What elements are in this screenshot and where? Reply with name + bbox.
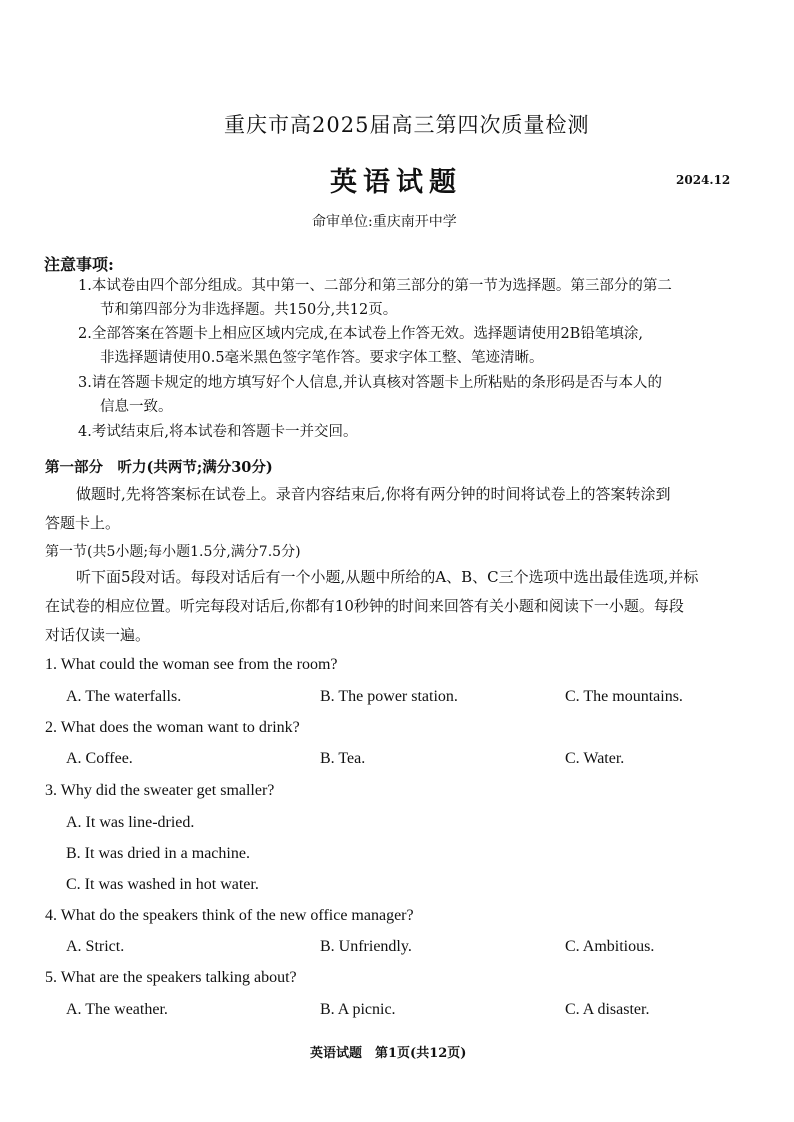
section1-heading: 第一节(共5小题;每小题1.5分,满分7.5分) [45, 544, 301, 560]
question-1: 1. What could the woman see from the room? [45, 656, 338, 673]
notice-heading: 注意事项: [44, 255, 114, 274]
question-3-option-a: A. It was line-dried. [66, 814, 195, 831]
part1-intro-line-1: 做题时,先将答案标在试卷上。录音内容结束后,你将有两分钟的时间将试卷上的答案转涂到 [76, 485, 671, 503]
question-4-option-c: C. Ambitious. [565, 938, 655, 955]
question-2-option-a: A. Coffee. [66, 750, 133, 767]
question-5-option-c: C. A disaster. [565, 1001, 650, 1018]
question-4: 4. What do the speakers think of the new office manager? [45, 907, 414, 924]
exam-date: 2024.12 [676, 173, 731, 187]
question-3-option-b: B. It was dried in a machine. [66, 845, 250, 862]
question-2: 2. What does the woman want to drink? [45, 719, 300, 736]
notice-item-1-line-1: 1.本试卷由四个部分组成。其中第一、二部分和第三部分的第一节为选择题。第三部分的第二 [78, 278, 672, 294]
question-3-option-c: C. It was washed in hot water. [66, 876, 259, 893]
question-3: 3. Why did the sweater get smaller? [45, 782, 275, 799]
part1-heading: 第一部分 听力(共两节;满分30分) [45, 459, 273, 476]
question-2-option-b: B. Tea. [320, 750, 366, 767]
notice-item-3-line-1: 3.请在答题卡规定的地方填写好个人信息,并认真核对答题卡上所粘贴的条形码是否与本人的 [78, 375, 662, 391]
subject-title: 英语试题 [330, 167, 462, 198]
section1-instructions-line-3: 对话仅读一遍。 [45, 626, 151, 644]
part1-intro-line-2: 答题卡上。 [45, 514, 121, 532]
question-5: 5. What are the speakers talking about? [45, 969, 297, 986]
setting-unit: 命审单位:重庆南开中学 [312, 214, 457, 230]
question-5-option-b: B. A picnic. [320, 1001, 396, 1018]
notice-item-1-line-2: 节和第四部分为非选择题。共150分,共12页。 [100, 302, 398, 318]
exam-title: 重庆市高2025届高三第四次质量检测 [224, 113, 590, 137]
notice-item-2-line-1: 2.全部答案在答题卡上相应区域内完成,在本试卷上作答无效。选择题请使用2B铅笔填涂, [78, 326, 643, 342]
question-2-option-c: C. Water. [565, 750, 625, 767]
question-1-option-b: B. The power station. [320, 688, 458, 705]
question-1-option-c: C. The mountains. [565, 688, 683, 705]
page-footer: 英语试题 第1页(共12页) [310, 1046, 467, 1061]
notice-item-2-line-2: 非选择题请使用0.5毫米黑色签字笔作答。要求字体工整、笔迹清晰。 [100, 350, 544, 366]
question-4-option-b: B. Unfriendly. [320, 938, 412, 955]
notice-item-3-line-2: 信息一致。 [100, 399, 173, 415]
question-1-option-a: A. The waterfalls. [66, 688, 182, 705]
section1-instructions-line-2: 在试卷的相应位置。听完每段对话后,你都有10秒钟的时间来回答有关小题和阅读下一小题。每段 [45, 597, 684, 615]
notice-item-4-line-1: 4.考试结束后,将本试卷和答题卡一并交回。 [78, 424, 358, 440]
section1-instructions-line-1: 听下面5段对话。每段对话后有一个小题,从题中所给的A、B、C三个选项中选出最佳选项,并标 [76, 568, 699, 586]
question-4-option-a: A. Strict. [66, 938, 125, 955]
question-5-option-a: A. The weather. [66, 1001, 168, 1018]
